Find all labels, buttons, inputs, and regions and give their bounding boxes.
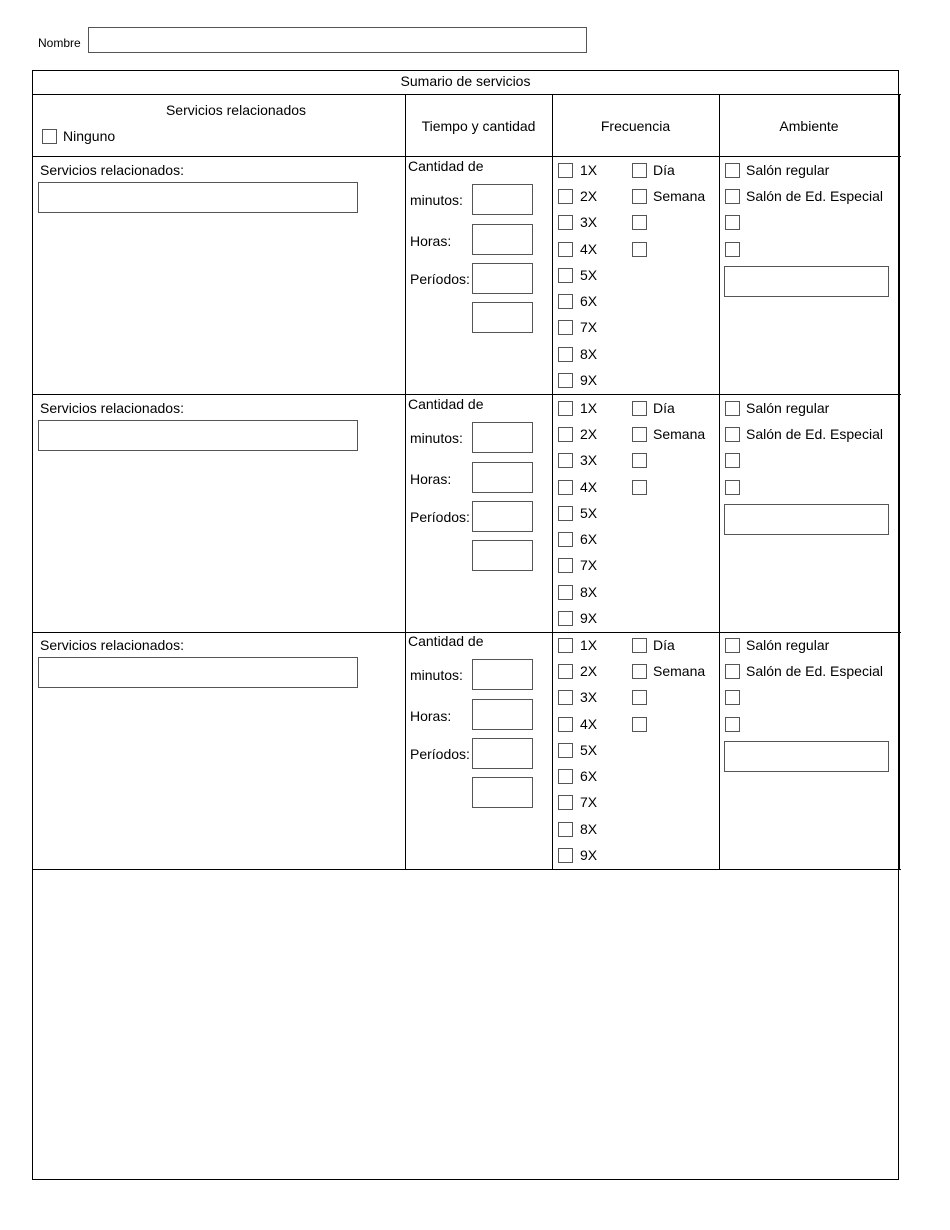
period-checkbox[interactable] xyxy=(632,717,647,732)
ambiente-checkbox[interactable] xyxy=(725,480,740,495)
horas-label: Horas: xyxy=(410,233,452,249)
ambiente-label: Salón regular xyxy=(746,400,830,416)
ambiente-other-input[interactable] xyxy=(724,741,889,772)
row-divider-1 xyxy=(32,394,901,395)
frequency-checkbox[interactable] xyxy=(558,506,573,521)
period-label: Día xyxy=(653,162,675,178)
frequency-checkbox[interactable] xyxy=(558,558,573,573)
frequency-checkbox[interactable] xyxy=(558,769,573,784)
cantidad-label: Cantidad de xyxy=(408,396,484,412)
ambiente-other-input[interactable] xyxy=(724,266,889,297)
periodos-input[interactable] xyxy=(472,501,533,532)
period-checkbox[interactable] xyxy=(632,480,647,495)
frequency-label: 2X xyxy=(580,188,598,204)
ambiente-checkbox[interactable] xyxy=(725,215,740,230)
frequency-label: 7X xyxy=(580,794,598,810)
ambiente-label: Salón regular xyxy=(746,637,830,653)
col-divider-1 xyxy=(405,94,406,870)
frequency-checkbox[interactable] xyxy=(558,347,573,362)
frequency-checkbox[interactable] xyxy=(558,373,573,388)
frequency-label: 1X xyxy=(580,637,598,653)
frequency-label: 8X xyxy=(580,346,598,362)
servicio-input[interactable] xyxy=(38,420,358,451)
frequency-checkbox[interactable] xyxy=(558,690,573,705)
frequency-label: 4X xyxy=(580,241,598,257)
frequency-label: 6X xyxy=(580,768,598,784)
frequency-label: 8X xyxy=(580,584,598,600)
frequency-label: 9X xyxy=(580,610,598,626)
period-label: Semana xyxy=(653,663,706,679)
ambiente-label: Salón de Ed. Especial xyxy=(746,426,883,442)
frequency-label: 8X xyxy=(580,821,598,837)
ambiente-checkbox[interactable] xyxy=(725,242,740,257)
ambiente-label: Salón de Ed. Especial xyxy=(746,663,883,679)
frequency-label: 7X xyxy=(580,319,598,335)
ambiente-checkbox[interactable] xyxy=(725,453,740,468)
frequency-checkbox[interactable] xyxy=(558,401,573,416)
frequency-label: 4X xyxy=(580,716,598,732)
frequency-checkbox[interactable] xyxy=(558,163,573,178)
servicio-input[interactable] xyxy=(38,182,358,213)
frequency-label: 5X xyxy=(580,267,598,283)
frequency-checkbox[interactable] xyxy=(558,453,573,468)
header-servicios: Servicios relacionados xyxy=(165,102,307,118)
ambiente-checkbox[interactable] xyxy=(725,189,740,204)
extra-input[interactable] xyxy=(472,302,533,333)
frequency-checkbox[interactable] xyxy=(558,480,573,495)
title-divider xyxy=(32,94,901,95)
period-checkbox[interactable] xyxy=(632,163,647,178)
period-label: Semana xyxy=(653,188,706,204)
frequency-checkbox[interactable] xyxy=(558,717,573,732)
ambiente-label: Salón de Ed. Especial xyxy=(746,188,883,204)
ambiente-checkbox[interactable] xyxy=(725,427,740,442)
ambiente-other-input[interactable] xyxy=(724,504,889,535)
row-divider-3 xyxy=(32,869,901,870)
ambiente-label: Salón regular xyxy=(746,162,830,178)
period-checkbox[interactable] xyxy=(632,690,647,705)
horas-label: Horas: xyxy=(410,708,452,724)
periodos-label: Períodos: xyxy=(410,746,470,762)
frequency-checkbox[interactable] xyxy=(558,189,573,204)
frequency-label: 3X xyxy=(580,689,598,705)
horas-input[interactable] xyxy=(472,699,533,730)
ambiente-checkbox[interactable] xyxy=(725,163,740,178)
frequency-checkbox[interactable] xyxy=(558,743,573,758)
frequency-label: 4X xyxy=(580,479,598,495)
header-tiempo: Tiempo y cantidad xyxy=(421,118,536,134)
frequency-checkbox[interactable] xyxy=(558,215,573,230)
minutos-input[interactable] xyxy=(472,184,533,215)
frequency-checkbox[interactable] xyxy=(558,242,573,257)
periodos-label: Períodos: xyxy=(410,509,470,525)
frequency-label: 6X xyxy=(580,293,598,309)
frequency-checkbox[interactable] xyxy=(558,822,573,837)
frequency-label: 2X xyxy=(580,663,598,679)
period-checkbox[interactable] xyxy=(632,242,647,257)
periodos-input[interactable] xyxy=(472,263,533,294)
frequency-label: 5X xyxy=(580,742,598,758)
header-frecuencia: Frecuencia xyxy=(600,118,671,134)
frequency-label: 7X xyxy=(580,557,598,573)
col-divider-3 xyxy=(719,94,720,870)
frequency-checkbox[interactable] xyxy=(558,611,573,626)
frequency-checkbox[interactable] xyxy=(558,532,573,547)
frequency-label: 3X xyxy=(580,452,598,468)
period-checkbox[interactable] xyxy=(632,189,647,204)
frequency-label: 9X xyxy=(580,847,598,863)
frequency-label: 6X xyxy=(580,531,598,547)
horas-input[interactable] xyxy=(472,224,533,255)
frequency-checkbox[interactable] xyxy=(558,664,573,679)
table-title: Sumario de servicios xyxy=(400,73,531,89)
nombre-label: Nombre xyxy=(38,36,81,50)
minutos-input[interactable] xyxy=(472,659,533,690)
minutos-label: minutos: xyxy=(410,192,463,208)
frequency-checkbox[interactable] xyxy=(558,848,573,863)
period-checkbox[interactable] xyxy=(632,215,647,230)
minutos-label: minutos: xyxy=(410,430,463,446)
frequency-checkbox[interactable] xyxy=(558,638,573,653)
period-checkbox[interactable] xyxy=(632,401,647,416)
services-summary-table xyxy=(32,70,899,1180)
minutos-label: minutos: xyxy=(410,667,463,683)
frequency-checkbox[interactable] xyxy=(558,427,573,442)
cantidad-label: Cantidad de xyxy=(408,633,484,649)
ninguno-checkbox[interactable] xyxy=(42,129,57,144)
frequency-label: 1X xyxy=(580,162,598,178)
horas-input[interactable] xyxy=(472,462,533,493)
period-label: Semana xyxy=(653,426,706,442)
frequency-checkbox[interactable] xyxy=(558,320,573,335)
servicios-label: Servicios relacionados: xyxy=(40,162,184,178)
cantidad-label: Cantidad de xyxy=(408,158,484,174)
ambiente-checkbox[interactable] xyxy=(725,664,740,679)
ninguno-label: Ninguno xyxy=(63,128,116,144)
period-label: Día xyxy=(653,400,675,416)
servicios-label: Servicios relacionados: xyxy=(40,400,184,416)
period-checkbox[interactable] xyxy=(632,638,647,653)
frequency-label: 5X xyxy=(580,505,598,521)
frequency-label: 1X xyxy=(580,400,598,416)
col-divider-right xyxy=(899,94,900,870)
periodos-input[interactable] xyxy=(472,738,533,769)
ambiente-checkbox[interactable] xyxy=(725,401,740,416)
nombre-field[interactable] xyxy=(88,27,587,53)
frequency-label: 2X xyxy=(580,426,598,442)
frequency-checkbox[interactable] xyxy=(558,294,573,309)
period-checkbox[interactable] xyxy=(632,664,647,679)
header-divider xyxy=(32,156,901,157)
periodos-label: Períodos: xyxy=(410,271,470,287)
frequency-label: 3X xyxy=(580,214,598,230)
col-divider-2 xyxy=(552,94,553,870)
ambiente-checkbox[interactable] xyxy=(725,690,740,705)
ambiente-checkbox[interactable] xyxy=(725,717,740,732)
ambiente-checkbox[interactable] xyxy=(725,638,740,653)
horas-label: Horas: xyxy=(410,471,452,487)
header-ambiente: Ambiente xyxy=(779,118,839,134)
extra-input[interactable] xyxy=(472,540,533,571)
frequency-checkbox[interactable] xyxy=(558,795,573,810)
period-checkbox[interactable] xyxy=(632,453,647,468)
period-checkbox[interactable] xyxy=(632,427,647,442)
minutos-input[interactable] xyxy=(472,422,533,453)
extra-input[interactable] xyxy=(472,777,533,808)
servicios-label: Servicios relacionados: xyxy=(40,637,184,653)
period-label: Día xyxy=(653,637,675,653)
frequency-label: 9X xyxy=(580,372,598,388)
servicio-input[interactable] xyxy=(38,657,358,688)
frequency-checkbox[interactable] xyxy=(558,585,573,600)
frequency-checkbox[interactable] xyxy=(558,268,573,283)
